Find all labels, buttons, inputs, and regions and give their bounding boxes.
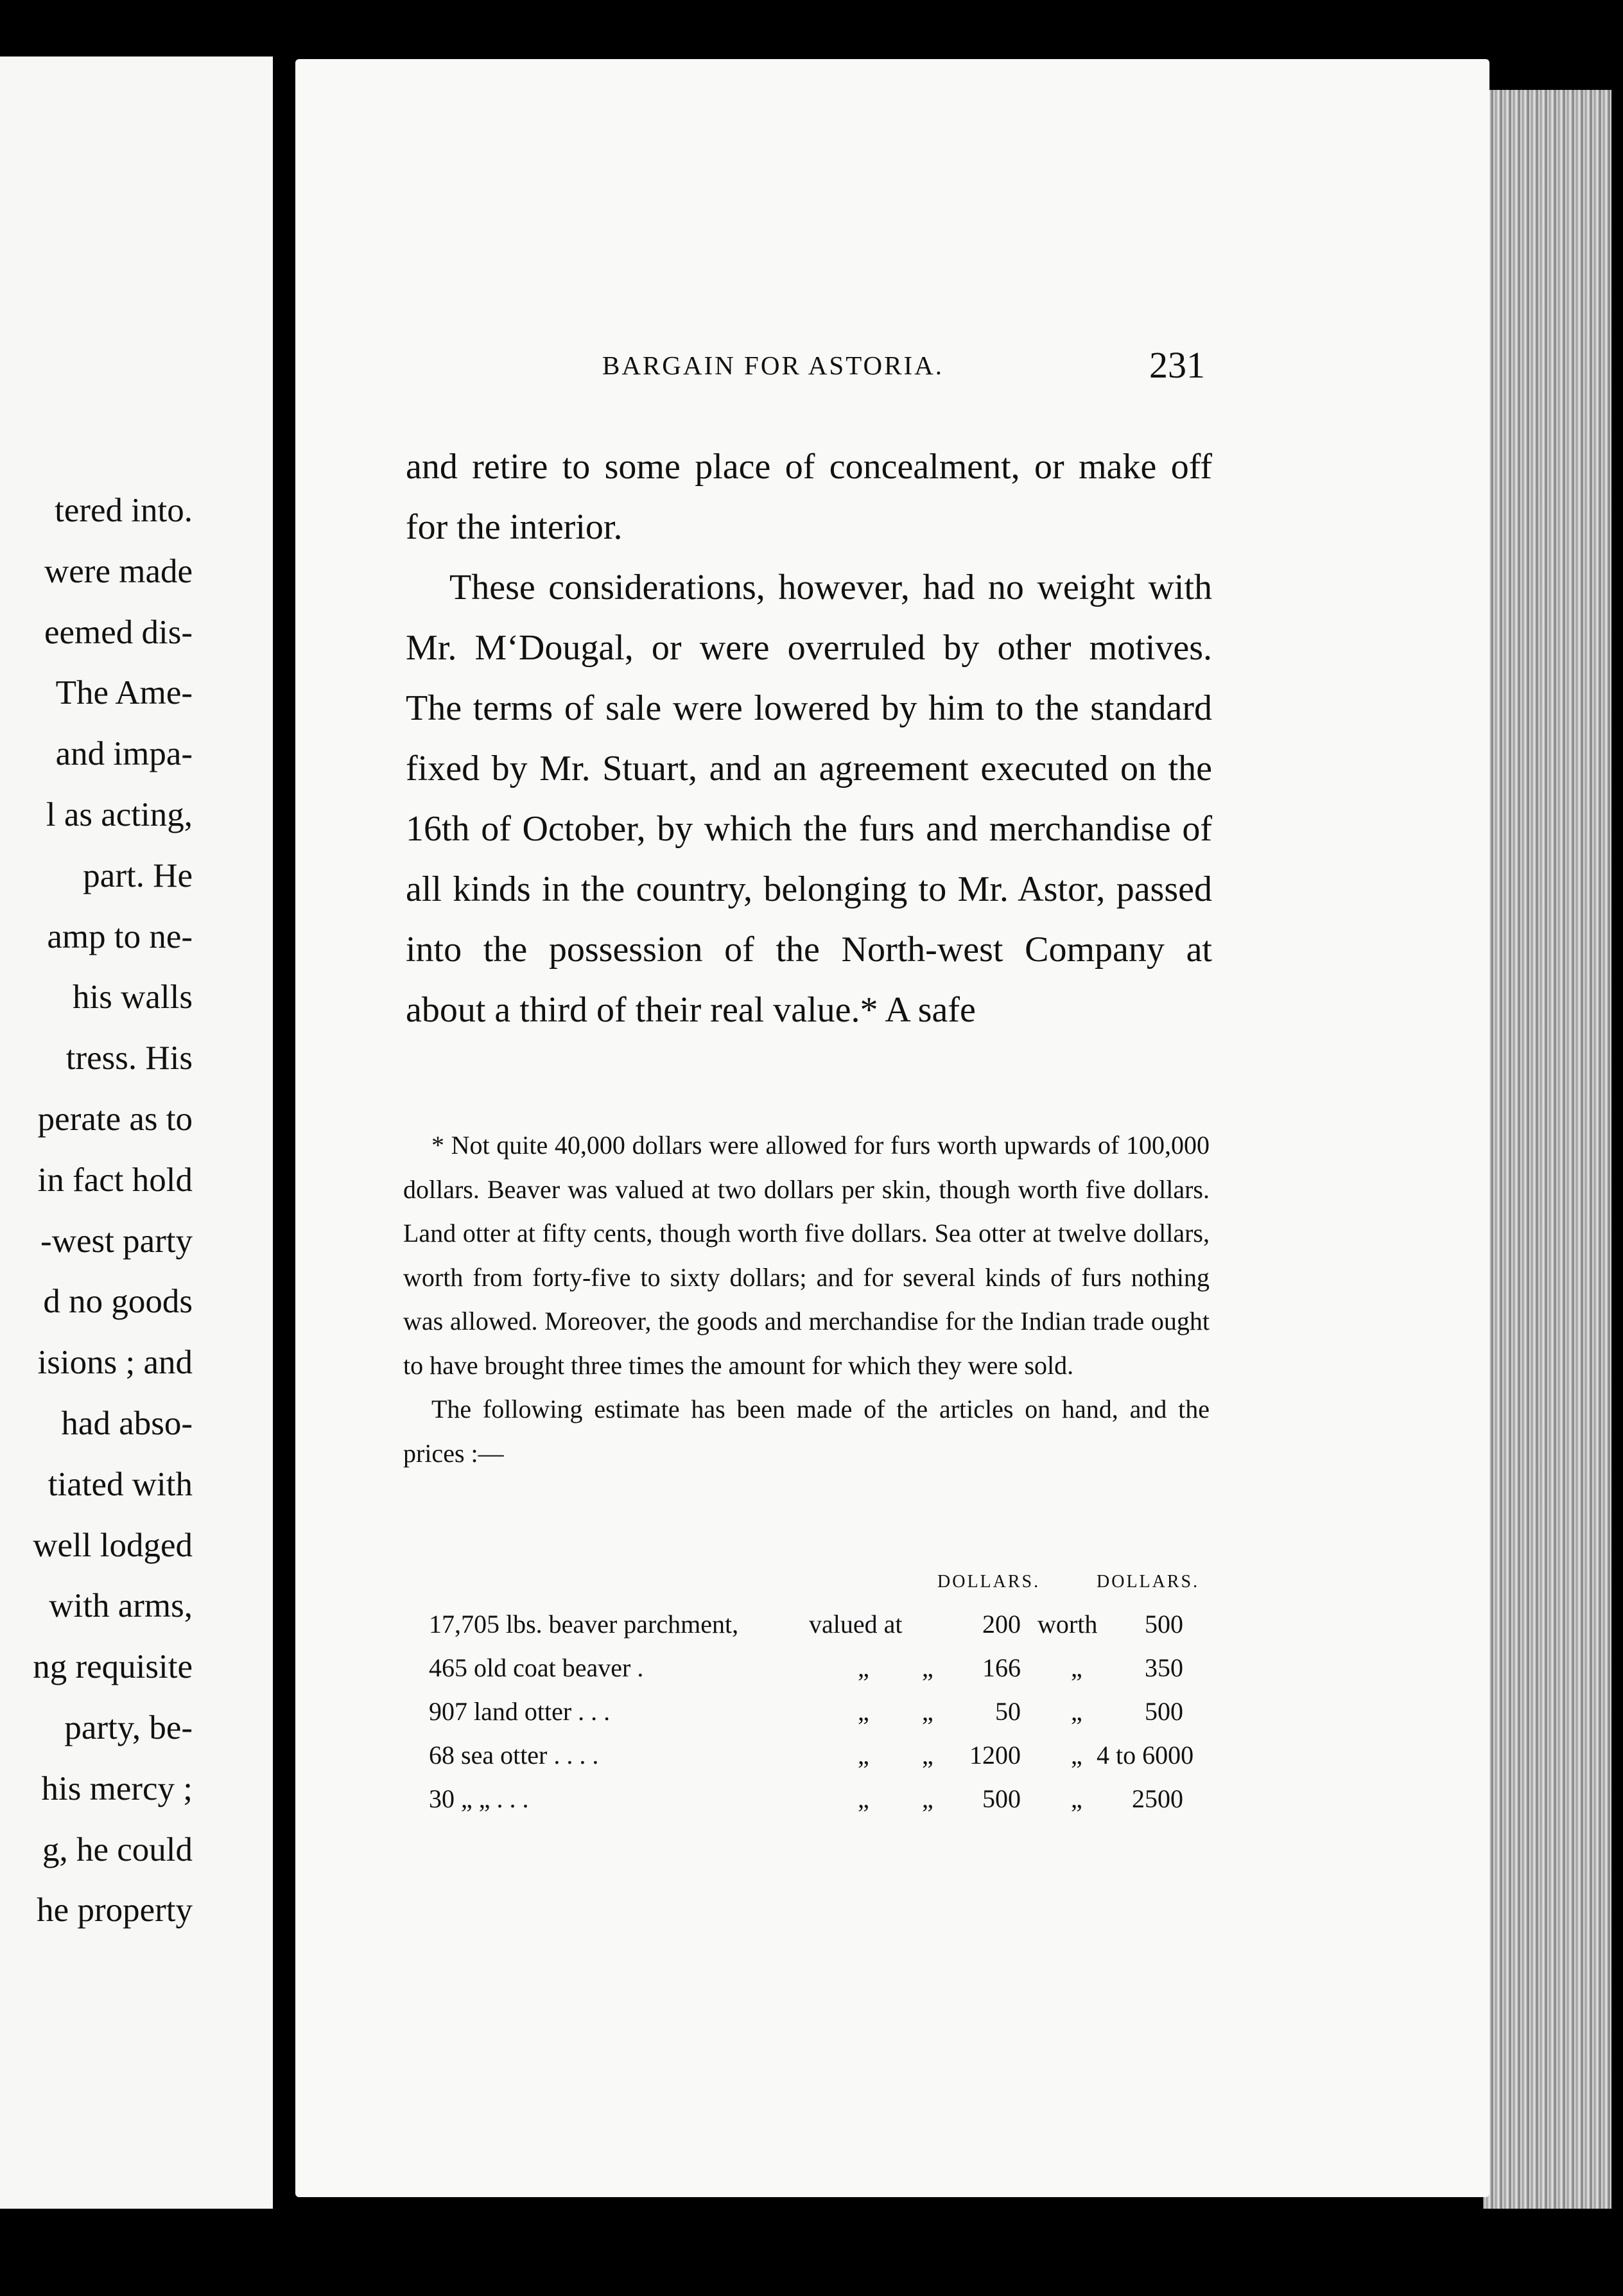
row-item: 30 „ „ . . .	[429, 1784, 529, 1813]
footnote	[403, 1124, 1210, 1475]
left-page-text	[33, 480, 193, 1941]
row-value: 200	[982, 1610, 1021, 1639]
row-worth-value: 2500	[1132, 1784, 1183, 1813]
ditto-mark: „	[922, 1741, 933, 1770]
page-number: 231	[1149, 344, 1205, 386]
table-row	[429, 1696, 1225, 1740]
table-row	[429, 1653, 1225, 1696]
left-line: his mercy ;	[41, 1770, 193, 1807]
column-header-dollars: DOLLARS.	[937, 1572, 1041, 1592]
ditto-mark: „	[1071, 1741, 1082, 1770]
left-line: his walls	[73, 978, 193, 1016]
row-item: 907 land otter . . .	[429, 1697, 611, 1726]
row-value: 166	[982, 1653, 1021, 1682]
left-line: with arms,	[49, 1587, 193, 1625]
left-line: d no goods	[43, 1283, 193, 1321]
table-row	[429, 1784, 1225, 1827]
left-line: g, he could	[42, 1831, 193, 1868]
left-line: The Ame-	[55, 674, 193, 712]
ditto-mark: „	[1071, 1653, 1082, 1682]
left-line: ng requisite	[33, 1648, 193, 1686]
running-head: BARGAIN FOR ASTORIA.	[602, 351, 944, 380]
left-line: were made	[44, 552, 193, 590]
row-worth-label: worth	[1037, 1610, 1098, 1639]
row-worth-value: 500	[1145, 1610, 1183, 1639]
estimate-intro: The following estimate has been made of the articles on hand, and the prices :—	[403, 1395, 1210, 1468]
left-line: perate as to	[37, 1100, 193, 1138]
left-line: tress. His	[65, 1039, 193, 1077]
left-line: he property	[37, 1892, 193, 1929]
row-value: 500	[982, 1784, 1021, 1813]
left-line: had abso-	[61, 1404, 193, 1442]
ditto-mark: „	[922, 1653, 933, 1682]
left-line: amp to ne-	[47, 918, 193, 955]
row-item: 465 old coat beaver .	[429, 1653, 644, 1682]
price-table	[429, 1565, 1225, 1827]
row-value: 1200	[969, 1741, 1021, 1770]
ditto-mark: „	[922, 1697, 933, 1726]
table-row	[429, 1609, 1225, 1653]
row-worth-value: 500	[1145, 1697, 1183, 1726]
left-line: isions ; and	[37, 1344, 193, 1382]
column-header-dollars: DOLLARS.	[1097, 1572, 1200, 1592]
row-item: 68 sea otter . . . .	[429, 1741, 599, 1770]
left-line: tered into.	[55, 492, 193, 529]
paragraph: and retire to some place of concealment, or make off for the interior.	[406, 447, 1212, 547]
row-item: 17,705 lbs. beaver parchment,	[429, 1610, 739, 1639]
ditto-mark: „	[922, 1784, 933, 1813]
row-valued-label: valued at	[809, 1610, 903, 1639]
main-text	[406, 437, 1212, 1040]
footnote-paragraph: * Not quite 40,000 dollars were allowed for furs worth upwards of 100,000 dollars. Beaver was valued at two dollars per skin, though worth five dollars. Land otter at fifty cents, though worth five dollars. Sea otter at twelve dollars, worth from forty-five to sixty dollars; and for several kinds of furs nothing was allowed. Moreover, the goods and merchandise for the Indian trade ought to have brought three times the amount for which they were sold.	[403, 1131, 1210, 1380]
row-value: 50	[995, 1697, 1021, 1726]
left-page	[0, 57, 273, 2209]
ditto-mark: „	[858, 1741, 869, 1770]
left-line: -west party	[40, 1222, 193, 1260]
left-line: and impa-	[55, 735, 193, 773]
table-header	[429, 1565, 1225, 1609]
left-line: in fact hold	[37, 1161, 193, 1199]
paragraph: These considerations, however, had no weight with Mr. M‘Dougal, or were overruled by other motives. The terms of sale were lowered by him to the standard fixed by Mr. Stuart, and an agreement executed on the 16th of October, by which the furs and merchandise of all kinds in the country, belonging to Mr. Astor, passed into the possession of the North-west Company at about a third of their real value.* A safe	[406, 568, 1212, 1030]
table-row	[429, 1740, 1225, 1784]
ditto-mark: „	[858, 1697, 869, 1726]
row-worth-value: 350	[1145, 1653, 1183, 1682]
left-line: part. He	[83, 857, 193, 894]
left-line: eemed dis-	[44, 613, 193, 651]
row-worth-value: 4 to 6000	[1097, 1741, 1194, 1770]
ditto-mark: „	[1071, 1784, 1082, 1813]
ditto-mark: „	[858, 1784, 869, 1813]
left-line: l as acting,	[46, 796, 193, 833]
ditto-mark: „	[1071, 1697, 1082, 1726]
left-line: tiated with	[48, 1465, 193, 1503]
left-line: party, be-	[64, 1709, 193, 1746]
left-line: well lodged	[33, 1526, 193, 1564]
page-edges	[1483, 90, 1611, 2209]
ditto-mark: „	[858, 1653, 869, 1682]
